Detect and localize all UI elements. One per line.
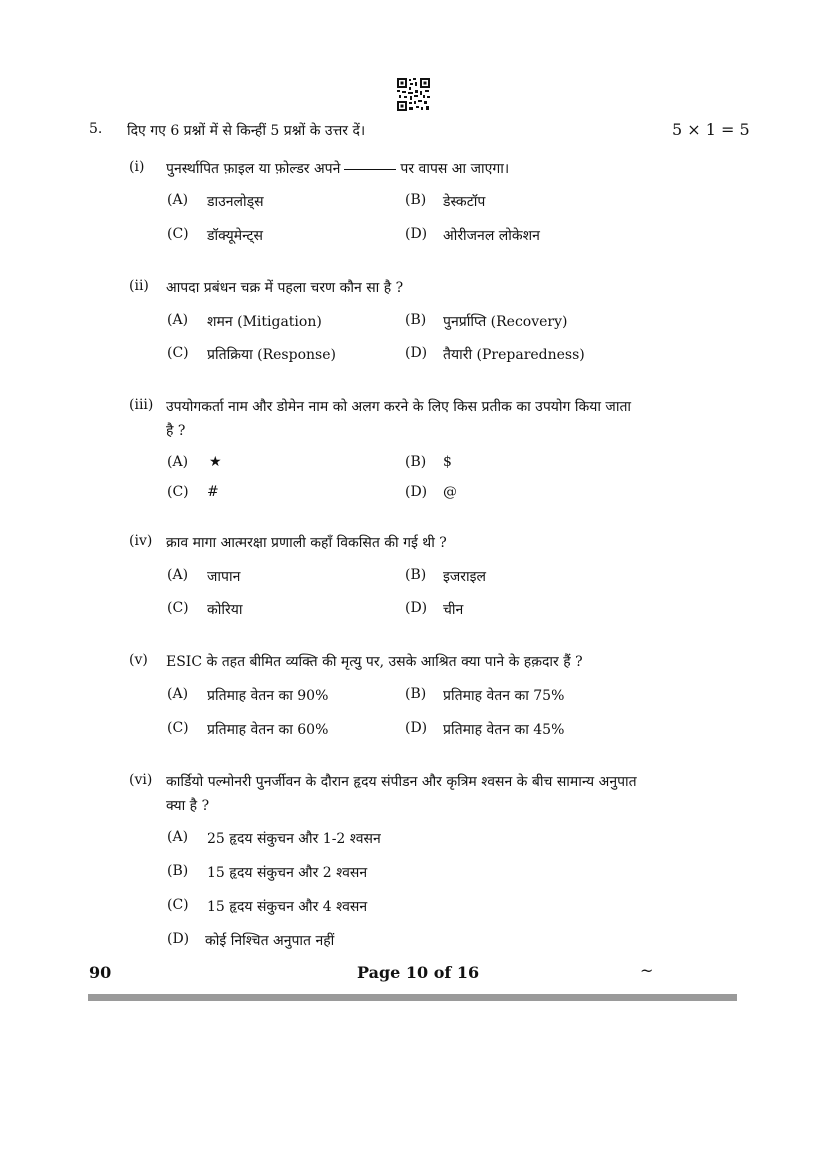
option-text: जापान xyxy=(207,569,241,585)
option-text: प्रतिमाह वेतन का 90% xyxy=(207,688,329,704)
option-label: (A) xyxy=(167,454,189,470)
option-text: तैयारी (Preparedness) xyxy=(443,347,585,363)
section-number: 5. xyxy=(89,121,103,137)
paper-code: 90 xyxy=(89,963,112,982)
option-text: डाउनलोड्स xyxy=(207,194,264,210)
question-text-line-1: उपयोगकर्ता नाम और डोमेन नाम को अलग करने के लिए किस प्रतीक का उपयोग किया जाता xyxy=(166,399,632,415)
qr-code xyxy=(397,78,430,111)
option-text: चीन xyxy=(443,602,464,618)
option-text: शमन (Mitigation) xyxy=(207,314,322,330)
option-text: 25 हृदय संकुचन और 1-2 श्वसन xyxy=(207,831,381,847)
option-text: कोई निश्चित अनुपात नहीं xyxy=(205,933,335,949)
question-text: क्राव मागा आत्मरक्षा प्रणाली कहाँ विकसित की गई थी ? xyxy=(166,535,447,551)
option-text: $ xyxy=(443,454,452,470)
option-label: (B) xyxy=(405,454,427,470)
option-label: (C) xyxy=(167,897,189,913)
footer-mark: ~ xyxy=(640,961,654,980)
option-label: (A) xyxy=(167,686,189,702)
option-label: (C) xyxy=(167,600,189,616)
option-text: 15 हृदय संकुचन और 4 श्वसन xyxy=(207,899,368,915)
option-text: डेस्कटॉप xyxy=(443,194,486,210)
question-text-after: पर वापस आ जाएगा। xyxy=(400,161,510,177)
option-label: (C) xyxy=(167,345,189,361)
question-text-line-1: कार्डियो पल्मोनरी पुनर्जीवन के दौरान हृदय संपीडन और कृत्रिम श्वसन के बीच सामान्य अनुपात xyxy=(166,774,637,790)
question-number: (iii) xyxy=(129,397,154,413)
question-text: आपदा प्रबंधन चक्र में पहला चरण कौन सा है ? xyxy=(166,280,404,296)
question-text xyxy=(166,159,509,178)
option-label: (D) xyxy=(405,345,428,361)
question-text-line-2: क्या है ? xyxy=(166,798,210,814)
option-label: (D) xyxy=(405,226,428,242)
section-instruction: दिए गए 6 प्रश्नों में से किन्हीं 5 प्रश्नों के उत्तर दें। xyxy=(127,123,366,139)
option-text: प्रतिमाह वेतन का 75% xyxy=(443,688,565,704)
question-number: (ii) xyxy=(129,278,149,294)
option-label: (D) xyxy=(405,600,428,616)
question-number: (vi) xyxy=(129,772,153,788)
option-label: (D) xyxy=(167,931,190,947)
option-text: 15 हृदय संकुचन और 2 श्वसन xyxy=(207,865,368,881)
footer-rule xyxy=(88,994,737,1001)
option-text: ओरीजनल लोकेशन xyxy=(443,228,540,244)
option-label: (C) xyxy=(167,226,189,242)
option-label: (A) xyxy=(167,312,189,328)
option-text: प्रतिमाह वेतन का 45% xyxy=(443,722,565,738)
option-text: @ xyxy=(443,484,457,500)
option-text: ★ xyxy=(209,454,222,470)
option-label: (B) xyxy=(405,312,427,328)
option-label: (D) xyxy=(405,484,428,500)
option-label: (A) xyxy=(167,567,189,583)
option-label: (B) xyxy=(405,567,427,583)
option-text: प्रतिक्रिया (Response) xyxy=(207,347,336,363)
option-text: कोरिया xyxy=(207,602,243,618)
question-text-line-2: है ? xyxy=(166,423,186,439)
page-number: Page 10 of 16 xyxy=(357,963,480,982)
option-label: (A) xyxy=(167,192,189,208)
question-text-before: पुनर्स्थापित फ़ाइल या फ़ोल्डर अपने xyxy=(166,161,341,177)
option-label: (B) xyxy=(167,863,189,879)
fill-blank xyxy=(344,169,396,170)
option-label: (B) xyxy=(405,192,427,208)
option-label: (C) xyxy=(167,720,189,736)
option-label: (C) xyxy=(167,484,189,500)
option-text: इजराइल xyxy=(443,569,486,585)
question-number: (v) xyxy=(129,652,148,668)
question-number: (i) xyxy=(129,159,145,175)
question-number: (iv) xyxy=(129,533,153,549)
option-label: (A) xyxy=(167,829,189,845)
option-text: डॉक्यूमेन्ट्स xyxy=(207,228,264,244)
option-label: (D) xyxy=(405,720,428,736)
section-marks: 5 × 1 = 5 xyxy=(672,120,750,139)
option-text: # xyxy=(207,484,219,500)
question-text: ESIC के तहत बीमित व्यक्ति की मृत्यु पर, उसके आश्रित क्या पाने के हक़दार हैं ? xyxy=(166,654,583,670)
option-text: पुनर्प्राप्ति (Recovery) xyxy=(443,314,568,330)
option-label: (B) xyxy=(405,686,427,702)
option-text: प्रतिमाह वेतन का 60% xyxy=(207,722,329,738)
